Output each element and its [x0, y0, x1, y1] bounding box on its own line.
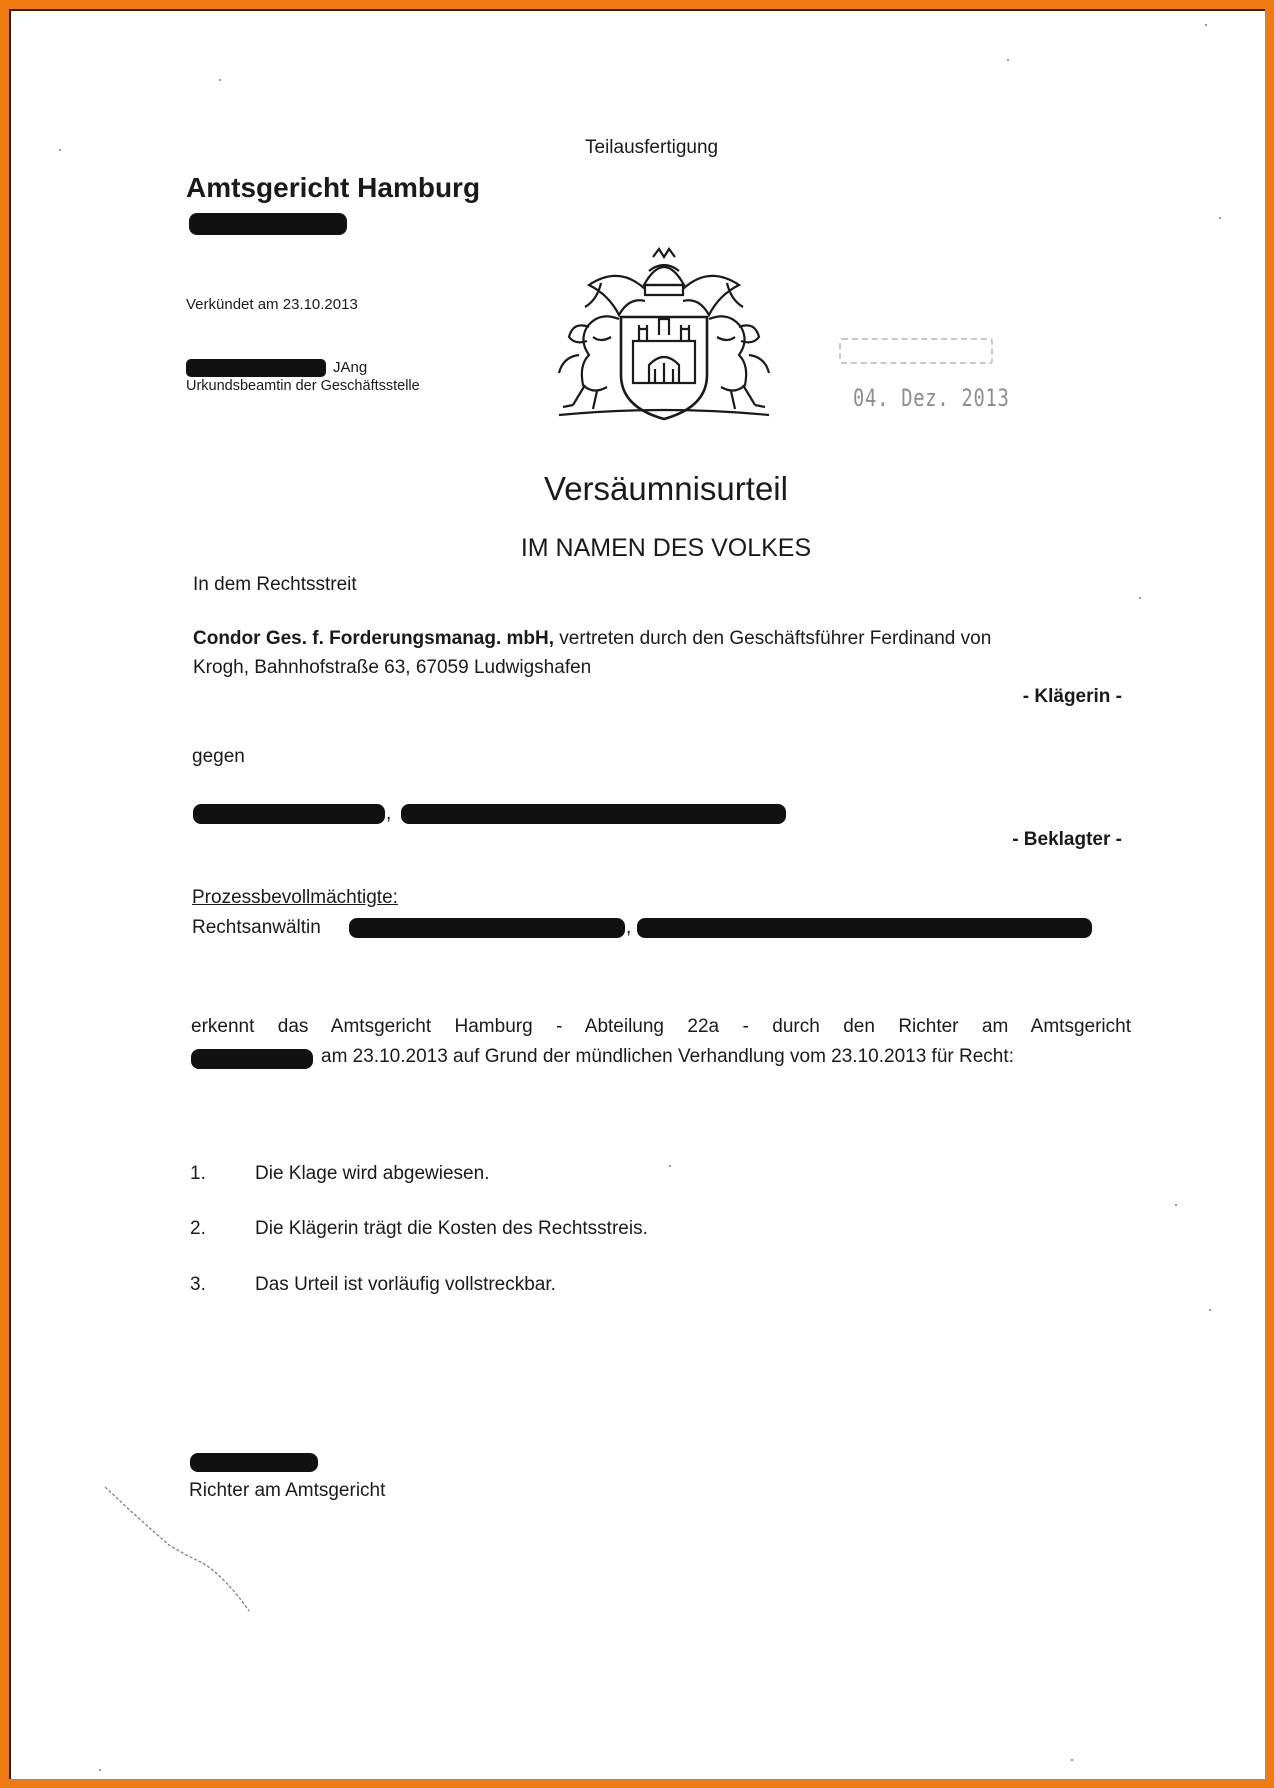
redacted-judge-name-inline [191, 1049, 313, 1069]
announcement-date: Verkündet am 23.10.2013 [186, 296, 358, 313]
clerk-suffix: JAng [333, 359, 368, 376]
scan-speck [1175, 1204, 1177, 1206]
redacted-defendant-address [401, 804, 786, 824]
scan-speck [1205, 24, 1207, 26]
scan-speck [1209, 1309, 1211, 1311]
defendant-comma: , [386, 803, 392, 824]
scan-speck [669, 1165, 671, 1167]
scan-speck [1007, 59, 1009, 61]
case-intro: In dem Rechtsstreit [193, 574, 357, 595]
tenor-item-1-text: Die Klage wird abgewiesen. [255, 1163, 490, 1184]
scan-speck [1219, 217, 1221, 219]
counsel-label: Prozessbevollmächtigte: [192, 887, 398, 908]
coat-of-arms-icon [549, 245, 779, 423]
scan-speck [99, 1769, 101, 1771]
versus-label: gegen [192, 746, 245, 767]
tenor-item-3-number: 3. [190, 1274, 206, 1295]
tenor-item-2-text: Die Klägerin trägt die Kosten des Rechtsstreis. [255, 1218, 648, 1239]
received-stamp [829, 334, 1010, 424]
scan-speck [1071, 1759, 1073, 1761]
stamp-date: 04. Dez. 2013 [853, 384, 1010, 412]
judgment-subtitle: IM NAMEN DES VOLKES [520, 534, 812, 562]
tenor-item-3-text: Das Urteil ist vorläufig vollstreckbar. [255, 1274, 556, 1295]
clerk-title: Urkundsbeamtin der Geschäftsstelle [186, 378, 420, 394]
pencil-mark [99, 1479, 269, 1619]
redacted-clerk-name [186, 359, 326, 377]
plaintiff-representation: vertreten durch den Geschäftsführer Ferdinand von [554, 628, 992, 649]
tenor-item-1-number: 1. [190, 1163, 206, 1184]
judgment-title: Versäumnisurteil [544, 470, 788, 507]
tenor-item-2-number: 2. [190, 1218, 206, 1239]
court-name: Amtsgericht Hamburg [186, 172, 481, 203]
decision-line-1: erkennt das Amtsgericht Hamburg - Abteilung 22a - durch den Richter am Amtsgericht [191, 1016, 1131, 1037]
counsel-prefix: Rechtsanwältin [192, 917, 321, 938]
plaintiff-name: Condor Ges. f. Forderungsmanag. mbH, [193, 628, 555, 649]
plaintiff-line-1 [193, 628, 991, 650]
counsel-comma: , [626, 917, 632, 938]
plaintiff-role: - Klägerin - [1022, 686, 1122, 707]
redacted-counsel-name [349, 918, 625, 938]
plaintiff-address: Krogh, Bahnhofstraße 63, 67059 Ludwigshafen [193, 657, 592, 678]
scan-speck [59, 149, 61, 151]
decision-line-2: am 23.10.2013 auf Grund der mündlichen Verhandlung vom 23.10.2013 für Recht: [321, 1046, 1014, 1067]
scan-speck [1139, 597, 1141, 599]
redacted-defendant-name [193, 804, 385, 824]
defendant-role: - Beklagter - [1012, 829, 1122, 850]
redacted-judge-signature [190, 1453, 318, 1472]
scan-speck [219, 79, 221, 81]
redacted-file-number [189, 213, 347, 235]
copy-type-label: Teilausfertigung [585, 137, 719, 158]
signature-title: Richter am Amtsgericht [189, 1480, 386, 1501]
redacted-counsel-address [637, 918, 1092, 938]
